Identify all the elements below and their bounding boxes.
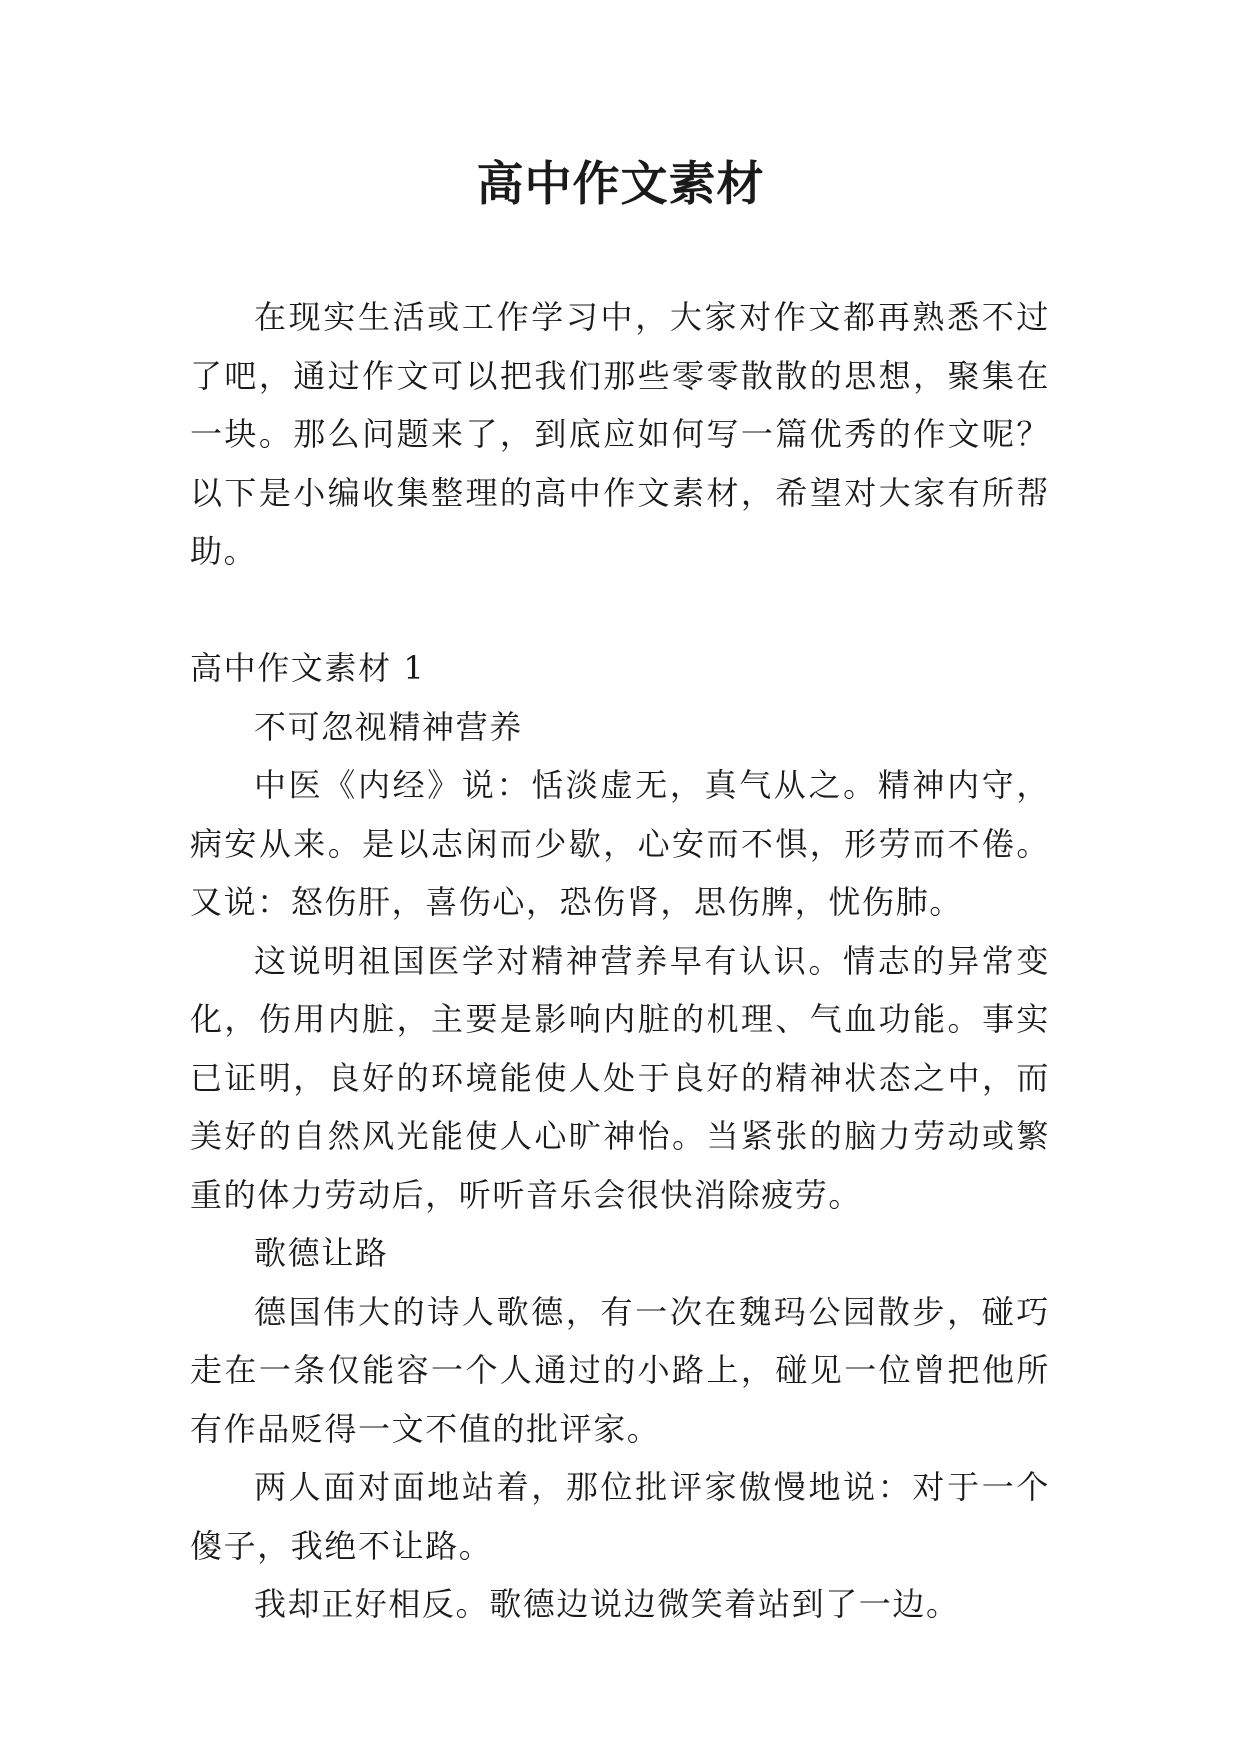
story-title-spiritual-nutrition: 不可忽视精神营养 [254,707,523,746]
story1-paragraph-1: 中医《内经》说：恬淡虚无，真气从之。精神内守，病安从来。是以志闲而少歇，心安而不惧，形劳而不倦。又说：怒伤肝，喜伤心，恐伤肾，思伤脾，忧伤肺。 [190,766,1050,921]
document-body [190,288,1050,1634]
story2-paragraph-3: 我却正好相反。歌德边说边微笑着站到了一边。 [254,1585,960,1623]
story1-paragraph-2: 这说明祖国医学对精神营养早有认识。情志的异常变化，伤用内脏，主要是影响内脏的机理、气血功能。事实已证明，良好的环境能使人处于良好的精神状态之中，而美好的自然风光能使人心旷神怡。当紧张的脑力劳动或繁重的体力劳动后，听听音乐会很快消除疲劳。 [190,941,1050,1214]
story2-paragraph-1: 德国伟大的诗人歌德，有一次在魏玛公园散步，碰巧走在一条仅能容一个人通过的小路上，碰见一位曾把他所有作品贬得一文不值的批评家。 [190,1292,1050,1448]
intro-paragraph: 在现实生活或工作学习中，大家对作文都再熟悉不过了吧，通过作文可以把我们那些零零散散的思想，聚集在一块。那么问题来了，到底应如何写一篇优秀的作文呢？以下是小编收集整理的高中作文素材，希望对大家有所帮助。 [190,298,1050,570]
document-title: 高中作文素材 [476,157,765,212]
section-spacer [190,581,1050,640]
story2-paragraph-2: 两人面对面地站着，那位批评家傲慢地说：对于一个傻子，我绝不让路。 [190,1468,1050,1565]
story-title-goethe: 歌德让路 [254,1234,389,1272]
section-heading: 高中作文素材 1 [190,649,426,687]
